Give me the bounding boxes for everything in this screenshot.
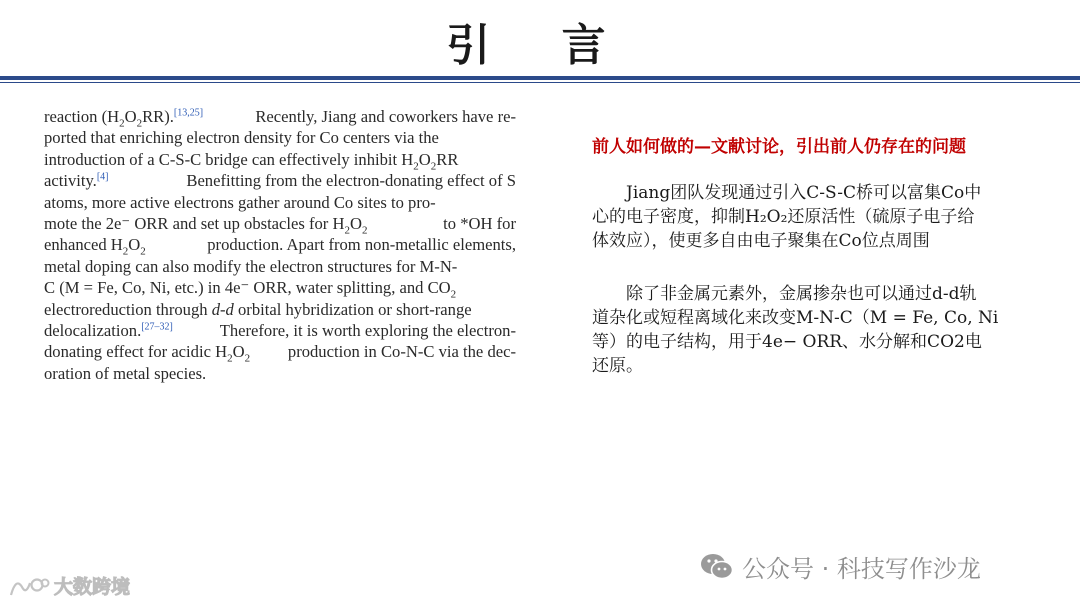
commentary-line: 除了非金属元素外，金属掺杂也可以通过d-d轨 <box>592 284 977 304</box>
excerpt-line: atoms, more active electrons gather around Co sites to pro- <box>44 192 436 212</box>
excerpt-line: reaction $(H_2O_2RR).[13,25]$ Recently, Jiang and coworkers have re- <box>44 107 516 130</box>
commentary-heading: 前人如何做的—文献讨论，引出前人仍存在的问题 <box>592 137 966 157</box>
commentary-paragraph-1 <box>592 181 1042 253</box>
excerpt-line: enhanced $H_2O_2$ production. Apart from non-metallic elements, <box>44 235 516 258</box>
excerpt-line: oration of metal species. <box>44 363 207 383</box>
commentary-line: Jiang团队发现通过引入C-S-C桥可以富集Co中 <box>592 183 982 203</box>
slide-title: 引 言 <box>446 20 634 71</box>
title-divider-thin <box>0 82 1080 83</box>
commentary-line: 道杂化或短程离域化来改变M-N-C（M = Fe, Co, Ni <box>592 308 999 328</box>
citation-link[interactable]: [27–32] <box>141 321 173 333</box>
commentary-line: 等）的电子结构，用于4e− ORR、水分解和CO2电 <box>592 332 982 352</box>
excerpt-line: donating effect for acidic $H_2O_2$ production in Co-N-C via the dec- <box>44 342 516 365</box>
excerpt-line: delocalization.[27–32] Therefore, it is worth exploring the electron- <box>44 321 516 341</box>
excerpt-line: electroreduction through d-d orbital hybridization or short-range <box>44 299 472 319</box>
excerpt-line: ported that enriching electron density for Co centers via the <box>44 128 439 148</box>
commentary-line: 体效应），使更多自由电子聚集在Co位点周围 <box>592 231 930 251</box>
commentary-paragraph-2 <box>592 282 1042 378</box>
watermark-text: 公众号 · 科技写作沙龙 <box>742 555 981 583</box>
logo-icon <box>8 573 50 599</box>
paper-excerpt <box>44 106 516 384</box>
excerpt-line: activity.[4] Benefitting from the electron-donating effect of S <box>44 171 516 191</box>
corner-logo <box>8 572 130 599</box>
citation-link[interactable]: [4] <box>96 171 109 183</box>
excerpt-line: C (M = Fe, Co, Ni, etc.) in 4e⁻ ORR, water splitting, and $CO_2$ <box>44 278 457 301</box>
corner-logo-text: 大数跨境 <box>54 576 131 598</box>
excerpt-line: metal doping can also modify the electron structures for M-N- <box>44 256 458 276</box>
commentary-line: 还原。 <box>592 356 643 376</box>
title-divider-thick <box>0 76 1080 80</box>
excerpt-line: introduction of a C-S-C bridge can effectively inhibit $H_2O_2RR$ <box>44 149 459 173</box>
excerpt-line: mote the 2e⁻ ORR and set up obstacles for $H_2O_2$ to *OH for <box>44 214 516 237</box>
commentary-line: 心的电子密度，抑制H₂O₂还原活性（硫原子电子给 <box>592 207 975 227</box>
wechat-watermark <box>700 549 981 584</box>
citation-link[interactable]: [13,25] <box>173 107 204 119</box>
wechat-icon <box>700 552 734 582</box>
